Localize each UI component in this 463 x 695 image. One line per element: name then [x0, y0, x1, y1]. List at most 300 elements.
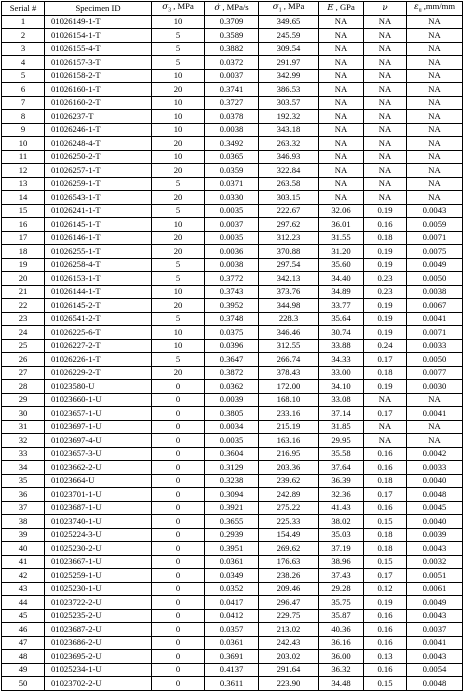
table-row — [2, 569, 463, 583]
cell-poisson: 0.16 — [364, 636, 407, 650]
header-unit: , MPa/s — [220, 2, 249, 13]
cell-serial: 8 — [2, 110, 45, 124]
cell-specimen-id: 01023667-1-U — [45, 555, 152, 569]
cell-sigma1: 296.47 — [259, 596, 319, 610]
cell-sigma1: 373.76 — [259, 285, 319, 299]
cell-specimen-id: 01026541-2-T — [45, 312, 152, 326]
cell-poisson: 0.16 — [364, 218, 407, 232]
cell-poisson: 0.15 — [364, 555, 407, 569]
cell-serial: 28 — [2, 380, 45, 394]
cell-strain: NA — [407, 42, 463, 56]
cell-serial: 26 — [2, 353, 45, 367]
cell-modulus: 32.06 — [319, 204, 364, 218]
header-label: Specimen ID — [75, 2, 121, 13]
cell-sigma1: 312.23 — [259, 231, 319, 245]
cell-sigma3: 20 — [152, 191, 205, 205]
cell-strain: 0.0050 — [407, 272, 463, 286]
cell-poisson: 0.19 — [364, 596, 407, 610]
table-row — [2, 677, 463, 691]
cell-strain: 0.0040 — [407, 515, 463, 529]
cell-strain: 0.0032 — [407, 555, 463, 569]
cell-stress-rate: 0.0038 — [205, 258, 259, 272]
cell-serial: 9 — [2, 123, 45, 137]
cell-serial: 31 — [2, 420, 45, 434]
header-symbol: E — [327, 3, 334, 14]
cell-stress-rate: 0.3604 — [205, 447, 259, 461]
cell-serial: 22 — [2, 299, 45, 313]
cell-serial: 24 — [2, 326, 45, 340]
cell-poisson: 0.23 — [364, 285, 407, 299]
cell-sigma3: 0 — [152, 380, 205, 394]
cell-sigma1: 303.15 — [259, 191, 319, 205]
cell-serial: 34 — [2, 461, 45, 475]
cell-serial: 27 — [2, 366, 45, 380]
table-row — [2, 528, 463, 542]
cell-sigma1: 163.16 — [259, 434, 319, 448]
table-row — [2, 83, 463, 97]
cell-specimen-id: 01026153-1-T — [45, 272, 152, 286]
cell-serial: 39 — [2, 528, 45, 542]
table-row — [2, 299, 463, 313]
cell-sigma3: 20 — [152, 137, 205, 151]
cell-sigma1: 342.13 — [259, 272, 319, 286]
header-symbol: σ — [272, 2, 279, 13]
cell-stress-rate: 0.0038 — [205, 123, 259, 137]
cell-sigma1: 168.10 — [259, 393, 319, 407]
cell-modulus: 35.03 — [319, 528, 364, 542]
cell-sigma3: 5 — [152, 353, 205, 367]
header-subscript: u — [418, 8, 422, 15]
cell-specimen-id: 01026226-1-T — [45, 353, 152, 367]
table-row — [2, 555, 463, 569]
cell-specimen-id: 01026259-1-T — [45, 177, 152, 191]
cell-specimen-id: 01026246-1-T — [45, 123, 152, 137]
cell-strain: 0.0054 — [407, 663, 463, 677]
table-row — [2, 218, 463, 232]
cell-stress-rate: 0.3238 — [205, 474, 259, 488]
cell-sigma3: 20 — [152, 299, 205, 313]
cell-specimen-id: 01023662-2-U — [45, 461, 152, 475]
header-symbol: ε — [413, 2, 419, 13]
cell-specimen-id: 01023657-1-U — [45, 407, 152, 421]
cell-sigma1: 322.84 — [259, 164, 319, 178]
cell-modulus: 35.60 — [319, 258, 364, 272]
cell-poisson: 0.18 — [364, 542, 407, 556]
cell-stress-rate: 0.3647 — [205, 353, 259, 367]
cell-modulus: NA — [319, 15, 364, 29]
table-row — [2, 258, 463, 272]
cell-stress-rate: 0.0372 — [205, 56, 259, 70]
cell-stress-rate: 0.3655 — [205, 515, 259, 529]
cell-sigma3: 0 — [152, 596, 205, 610]
cell-sigma3: 5 — [152, 204, 205, 218]
table-row — [2, 596, 463, 610]
cell-serial: 10 — [2, 137, 45, 151]
table-row — [2, 636, 463, 650]
cell-modulus: NA — [319, 56, 364, 70]
cell-strain: NA — [407, 393, 463, 407]
cell-stress-rate: 0.3743 — [205, 285, 259, 299]
cell-strain: 0.0039 — [407, 528, 463, 542]
cell-modulus: 32.36 — [319, 488, 364, 502]
cell-sigma3: 5 — [152, 56, 205, 70]
table-row — [2, 434, 463, 448]
table-row — [2, 56, 463, 70]
cell-sigma1: 222.67 — [259, 204, 319, 218]
cell-modulus: 29.28 — [319, 582, 364, 596]
table-row — [2, 474, 463, 488]
cell-poisson: NA — [364, 29, 407, 43]
cell-sigma3: 20 — [152, 231, 205, 245]
cell-sigma3: 20 — [152, 83, 205, 97]
cell-sigma1: 239.62 — [259, 474, 319, 488]
table-row — [2, 461, 463, 475]
cell-stress-rate: 0.3094 — [205, 488, 259, 502]
cell-poisson: 0.19 — [364, 380, 407, 394]
cell-modulus: NA — [319, 83, 364, 97]
cell-sigma1: 343.18 — [259, 123, 319, 137]
cell-specimen-id: 01025230-1-U — [45, 582, 152, 596]
cell-modulus: NA — [319, 69, 364, 83]
cell-strain: 0.0050 — [407, 353, 463, 367]
header-serial — [2, 2, 45, 16]
cell-sigma1: 215.19 — [259, 420, 319, 434]
cell-stress-rate: 0.3951 — [205, 542, 259, 556]
cell-modulus: 37.43 — [319, 569, 364, 583]
cell-poisson: NA — [364, 393, 407, 407]
cell-poisson: 0.19 — [364, 245, 407, 259]
cell-sigma3: 10 — [152, 15, 205, 29]
cell-modulus: 33.77 — [319, 299, 364, 313]
cell-strain: 0.0049 — [407, 258, 463, 272]
cell-sigma3: 10 — [152, 96, 205, 110]
cell-sigma3: 5 — [152, 272, 205, 286]
cell-modulus: NA — [319, 96, 364, 110]
cell-modulus: 34.33 — [319, 353, 364, 367]
cell-specimen-id: 01026155-4-T — [45, 42, 152, 56]
cell-specimen-id: 01026250-2-T — [45, 150, 152, 164]
cell-sigma3: 0 — [152, 569, 205, 583]
cell-sigma3: 20 — [152, 164, 205, 178]
cell-stress-rate: 0.4137 — [205, 663, 259, 677]
header-label: Serial # — [9, 2, 37, 13]
cell-poisson: NA — [364, 15, 407, 29]
cell-serial: 23 — [2, 312, 45, 326]
header-unit: ,mm/mm — [421, 1, 456, 12]
cell-poisson: NA — [364, 83, 407, 97]
cell-sigma1: 291.97 — [259, 56, 319, 70]
cell-specimen-id: 01026229-2-T — [45, 366, 152, 380]
cell-strain: NA — [407, 29, 463, 43]
table-row — [2, 272, 463, 286]
cell-serial: 29 — [2, 393, 45, 407]
table-row — [2, 245, 463, 259]
cell-sigma3: 20 — [152, 366, 205, 380]
cell-poisson: 0.19 — [364, 326, 407, 340]
cell-stress-rate: 0.2939 — [205, 528, 259, 542]
cell-sigma1: 176.63 — [259, 555, 319, 569]
cell-sigma1: 269.62 — [259, 542, 319, 556]
cell-sigma3: 0 — [152, 555, 205, 569]
table-row — [2, 366, 463, 380]
cell-strain: NA — [407, 123, 463, 137]
cell-serial: 7 — [2, 96, 45, 110]
cell-poisson: NA — [364, 164, 407, 178]
cell-specimen-id: 01023697-1-U — [45, 420, 152, 434]
cell-stress-rate: 0.3129 — [205, 461, 259, 475]
cell-poisson: NA — [364, 191, 407, 205]
cell-poisson: NA — [364, 56, 407, 70]
cell-stress-rate: 0.0361 — [205, 555, 259, 569]
cell-stress-rate: 0.0035 — [205, 434, 259, 448]
cell-modulus: 35.64 — [319, 312, 364, 326]
table-row — [2, 663, 463, 677]
cell-poisson: 0.24 — [364, 339, 407, 353]
table-row — [2, 110, 463, 124]
cell-stress-rate: 0.0357 — [205, 623, 259, 637]
cell-specimen-id: 01025234-1-U — [45, 663, 152, 677]
cell-poisson: NA — [364, 150, 407, 164]
cell-modulus: 34.10 — [319, 380, 364, 394]
cell-serial: 44 — [2, 596, 45, 610]
header-poisson — [364, 2, 407, 16]
cell-stress-rate: 0.0352 — [205, 582, 259, 596]
cell-specimen-id: 01026225-6-T — [45, 326, 152, 340]
cell-sigma3: 5 — [152, 177, 205, 191]
cell-specimen-id: 01023580-U — [45, 380, 152, 394]
cell-sigma3: 0 — [152, 542, 205, 556]
cell-sigma3: 10 — [152, 326, 205, 340]
cell-sigma3: 0 — [152, 528, 205, 542]
cell-poisson: 0.23 — [364, 272, 407, 286]
table-row — [2, 501, 463, 515]
table-row — [2, 191, 463, 205]
cell-specimen-id: 01025259-1-U — [45, 569, 152, 583]
cell-serial: 32 — [2, 434, 45, 448]
cell-poisson: 0.17 — [364, 353, 407, 367]
cell-specimen-id: 01023701-1-U — [45, 488, 152, 502]
cell-stress-rate: 0.3611 — [205, 677, 259, 691]
cell-strain: NA — [407, 164, 463, 178]
table-row — [2, 353, 463, 367]
cell-modulus: NA — [319, 164, 364, 178]
cell-poisson: 0.15 — [364, 515, 407, 529]
cell-serial: 1 — [2, 15, 45, 29]
header-sigma1 — [259, 2, 319, 16]
cell-stress-rate: 0.0035 — [205, 231, 259, 245]
cell-serial: 48 — [2, 650, 45, 664]
cell-poisson: 0.16 — [364, 663, 407, 677]
cell-strain: 0.0077 — [407, 366, 463, 380]
table-row — [2, 177, 463, 191]
cell-serial: 35 — [2, 474, 45, 488]
cell-strain: 0.0048 — [407, 677, 463, 691]
cell-sigma1: 303.57 — [259, 96, 319, 110]
cell-serial: 47 — [2, 636, 45, 650]
cell-strain: 0.0033 — [407, 461, 463, 475]
cell-sigma3: 10 — [152, 218, 205, 232]
cell-strain: 0.0045 — [407, 501, 463, 515]
cell-stress-rate: 0.3492 — [205, 137, 259, 151]
cell-sigma3: 0 — [152, 420, 205, 434]
cell-sigma3: 10 — [152, 69, 205, 83]
cell-serial: 18 — [2, 245, 45, 259]
table-row — [2, 407, 463, 421]
cell-strain: 0.0043 — [407, 204, 463, 218]
cell-serial: 50 — [2, 677, 45, 691]
cell-modulus: 31.55 — [319, 231, 364, 245]
cell-serial: 41 — [2, 555, 45, 569]
cell-strain: NA — [407, 137, 463, 151]
table-row — [2, 339, 463, 353]
cell-sigma1: 172.00 — [259, 380, 319, 394]
cell-poisson: 0.17 — [364, 569, 407, 583]
header-stress-rate — [205, 2, 259, 16]
cell-modulus: 29.95 — [319, 434, 364, 448]
cell-stress-rate: 0.3952 — [205, 299, 259, 313]
cell-sigma1: 297.54 — [259, 258, 319, 272]
cell-sigma3: 0 — [152, 623, 205, 637]
table-row — [2, 326, 463, 340]
cell-poisson: 0.17 — [364, 488, 407, 502]
cell-specimen-id: 01025230-2-U — [45, 542, 152, 556]
table-row — [2, 96, 463, 110]
cell-modulus: NA — [319, 150, 364, 164]
cell-strain: 0.0043 — [407, 609, 463, 623]
cell-serial: 30 — [2, 407, 45, 421]
cell-strain: NA — [407, 83, 463, 97]
table-row — [2, 285, 463, 299]
cell-poisson: 0.18 — [364, 528, 407, 542]
cell-sigma3: 10 — [152, 339, 205, 353]
cell-serial: 33 — [2, 447, 45, 461]
cell-sigma3: 10 — [152, 285, 205, 299]
cell-serial: 4 — [2, 56, 45, 70]
table-row — [2, 650, 463, 664]
cell-specimen-id: 01026255-1-T — [45, 245, 152, 259]
cell-stress-rate: 0.3805 — [205, 407, 259, 421]
cell-specimen-id: 01026146-1-T — [45, 231, 152, 245]
cell-strain: 0.0043 — [407, 542, 463, 556]
header-symbol: ν — [382, 3, 388, 14]
cell-specimen-id: 01026145-2-T — [45, 299, 152, 313]
cell-serial: 13 — [2, 177, 45, 191]
table-row — [2, 393, 463, 407]
cell-sigma3: 10 — [152, 150, 205, 164]
cell-sigma1: 266.74 — [259, 353, 319, 367]
cell-sigma1: 203.02 — [259, 650, 319, 664]
cell-poisson: 0.16 — [364, 447, 407, 461]
cell-sigma3: 0 — [152, 488, 205, 502]
cell-stress-rate: 0.3882 — [205, 42, 259, 56]
cell-sigma3: 5 — [152, 312, 205, 326]
specimen-data-table — [1, 1, 463, 691]
cell-poisson: NA — [364, 434, 407, 448]
cell-strain: 0.0041 — [407, 312, 463, 326]
cell-serial: 5 — [2, 69, 45, 83]
cell-strain: 0.0037 — [407, 623, 463, 637]
cell-serial: 20 — [2, 272, 45, 286]
cell-sigma3: 5 — [152, 29, 205, 43]
table-header-row — [2, 2, 463, 16]
cell-sigma1: 209.46 — [259, 582, 319, 596]
cell-serial: 11 — [2, 150, 45, 164]
cell-modulus: 41.43 — [319, 501, 364, 515]
cell-stress-rate: 0.3709 — [205, 15, 259, 29]
cell-sigma3: 0 — [152, 609, 205, 623]
cell-sigma1: 370.88 — [259, 245, 319, 259]
cell-serial: 16 — [2, 218, 45, 232]
table-row — [2, 29, 463, 43]
cell-sigma1: 378.43 — [259, 366, 319, 380]
cell-strain: 0.0041 — [407, 407, 463, 421]
cell-sigma1: 192.32 — [259, 110, 319, 124]
table-row — [2, 488, 463, 502]
cell-modulus: 36.32 — [319, 663, 364, 677]
cell-stress-rate: 0.0036 — [205, 245, 259, 259]
cell-serial: 3 — [2, 42, 45, 56]
cell-serial: 36 — [2, 488, 45, 502]
cell-sigma3: 0 — [152, 650, 205, 664]
cell-sigma1: 154.49 — [259, 528, 319, 542]
table-row — [2, 380, 463, 394]
cell-poisson: NA — [364, 177, 407, 191]
cell-poisson: 0.17 — [364, 407, 407, 421]
cell-serial: 14 — [2, 191, 45, 205]
cell-stress-rate: 0.0359 — [205, 164, 259, 178]
table-row — [2, 69, 463, 83]
cell-specimen-id: 01025224-3-U — [45, 528, 152, 542]
cell-stress-rate: 0.0371 — [205, 177, 259, 191]
cell-strain: NA — [407, 420, 463, 434]
cell-poisson: NA — [364, 42, 407, 56]
cell-poisson: 0.19 — [364, 299, 407, 313]
cell-sigma3: 0 — [152, 447, 205, 461]
header-specimen-id — [45, 2, 152, 16]
cell-modulus: 40.36 — [319, 623, 364, 637]
cell-stress-rate: 0.3921 — [205, 501, 259, 515]
table-row — [2, 150, 463, 164]
cell-specimen-id: 01026237-T — [45, 110, 152, 124]
data-table-container — [1, 1, 462, 691]
cell-strain: NA — [407, 191, 463, 205]
cell-strain: NA — [407, 110, 463, 124]
cell-strain: 0.0051 — [407, 569, 463, 583]
header-unit: , MPa — [171, 1, 194, 12]
header-unit: , GPa — [333, 2, 355, 13]
cell-strain: 0.0075 — [407, 245, 463, 259]
cell-poisson: 0.16 — [364, 461, 407, 475]
cell-strain: 0.0042 — [407, 447, 463, 461]
cell-specimen-id: 01023664-U — [45, 474, 152, 488]
cell-stress-rate: 0.0378 — [205, 110, 259, 124]
cell-specimen-id: 01026248-4-T — [45, 137, 152, 151]
table-row — [2, 312, 463, 326]
cell-serial: 17 — [2, 231, 45, 245]
cell-serial: 2 — [2, 29, 45, 43]
cell-serial: 45 — [2, 609, 45, 623]
table-row — [2, 231, 463, 245]
cell-stress-rate: 0.0396 — [205, 339, 259, 353]
table-row — [2, 447, 463, 461]
cell-sigma1: 225.33 — [259, 515, 319, 529]
cell-specimen-id: 01023657-3-U — [45, 447, 152, 461]
cell-serial: 25 — [2, 339, 45, 353]
cell-poisson: NA — [364, 123, 407, 137]
cell-specimen-id: 01026543-1-T — [45, 191, 152, 205]
cell-sigma1: 342.99 — [259, 69, 319, 83]
cell-modulus: NA — [319, 123, 364, 137]
